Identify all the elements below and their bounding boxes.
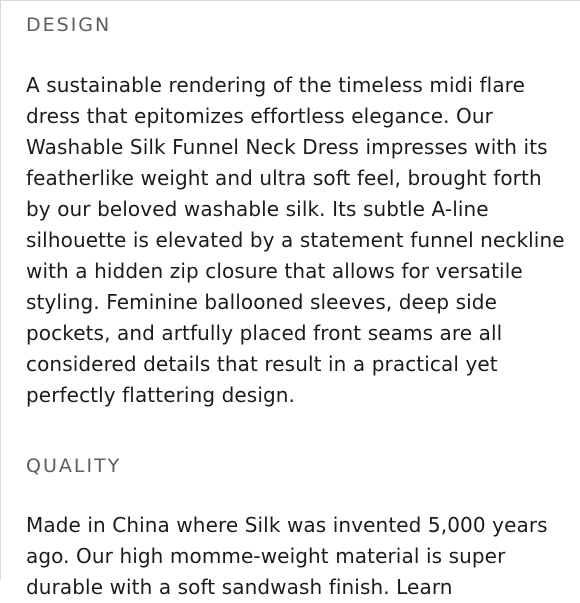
design-section — [26, 11, 566, 411]
top-divider — [0, 0, 580, 1]
quality-section — [26, 452, 566, 603]
product-details-content — [26, 10, 566, 603]
design-heading: DESIGN — [26, 14, 112, 36]
quality-description: Made in China where Silk was invented 5,000 years ago. Our high momme-weight material is super durable with a soft sandwash finish. Learn — [26, 513, 548, 599]
quality-heading: QUALITY — [26, 455, 122, 477]
left-divider — [0, 0, 1, 580]
design-description: A sustainable rendering of the timeless midi flare dress that epitomizes effortless elegance. Our Washable Silk Funnel Neck Dress impresses with its featherlike weight and ultra soft feel, brought forth by our beloved washable silk. Its subtle A-line silhouette is elevated by a statement funnel neckline with a hidden zip closure that allows for versatile styling. Feminine ballooned sleeves, deep side pockets, and artfully placed front seams are all considered details that result in a practical yet perfectly flattering design. — [26, 73, 565, 407]
